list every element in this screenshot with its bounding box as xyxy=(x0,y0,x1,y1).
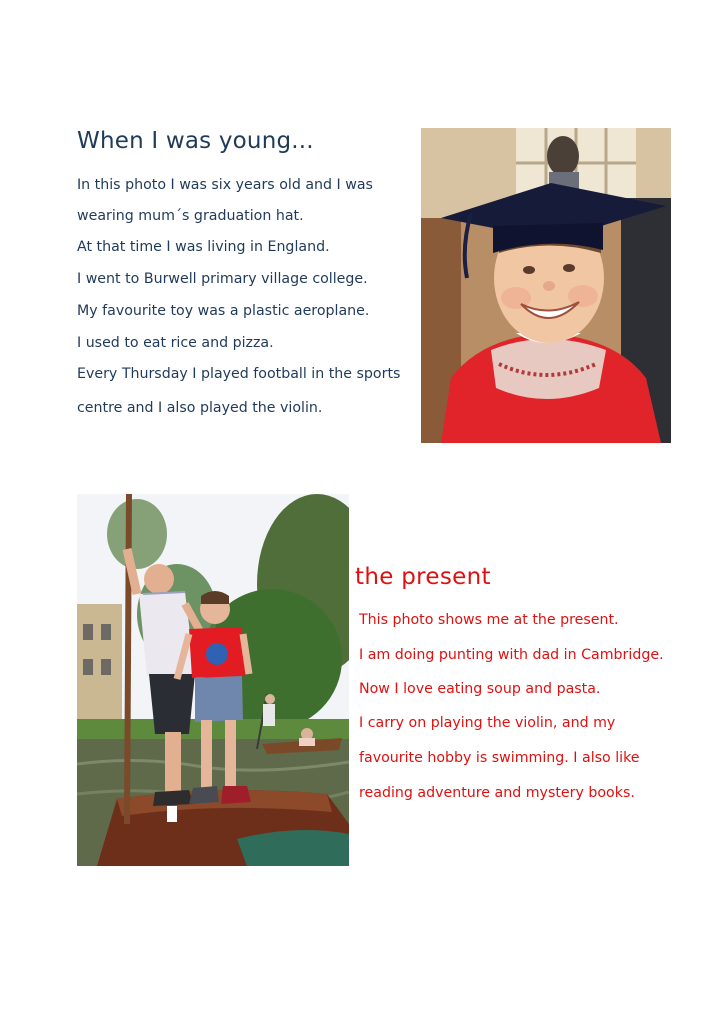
young-text-line: I used to eat rice and pizza. xyxy=(77,335,274,351)
present-text-line: Now I love eating soup and pasta. xyxy=(359,681,601,697)
punting-photo xyxy=(77,494,349,866)
young-text-line: I went to Burwell primary village college. xyxy=(77,271,368,287)
young-text-line: At that time I was living in England. xyxy=(77,239,330,255)
young-text-line: In this photo I was six years old and I was xyxy=(77,177,373,193)
present-text-line: This photo shows me at the present. xyxy=(359,612,619,628)
present-text-line: favourite hobby is swimming. I also like xyxy=(359,750,640,766)
graduation-photo xyxy=(421,128,671,443)
young-heading: When I was young... xyxy=(77,128,314,154)
young-text-line: wearing mum´s graduation hat. xyxy=(77,208,304,224)
young-text-line: Every Thursday I played football in the sports xyxy=(77,366,401,382)
present-heading: the present xyxy=(355,564,491,590)
present-text-line: I am doing punting with dad in Cambridge. xyxy=(359,647,664,663)
young-text-line: My favourite toy was a plastic aeroplane. xyxy=(77,303,370,319)
present-text-line: reading adventure and mystery books. xyxy=(359,785,635,801)
present-text-line: I carry on playing the violin, and my xyxy=(359,715,616,731)
young-text-line: centre and I also played the violin. xyxy=(77,400,323,416)
